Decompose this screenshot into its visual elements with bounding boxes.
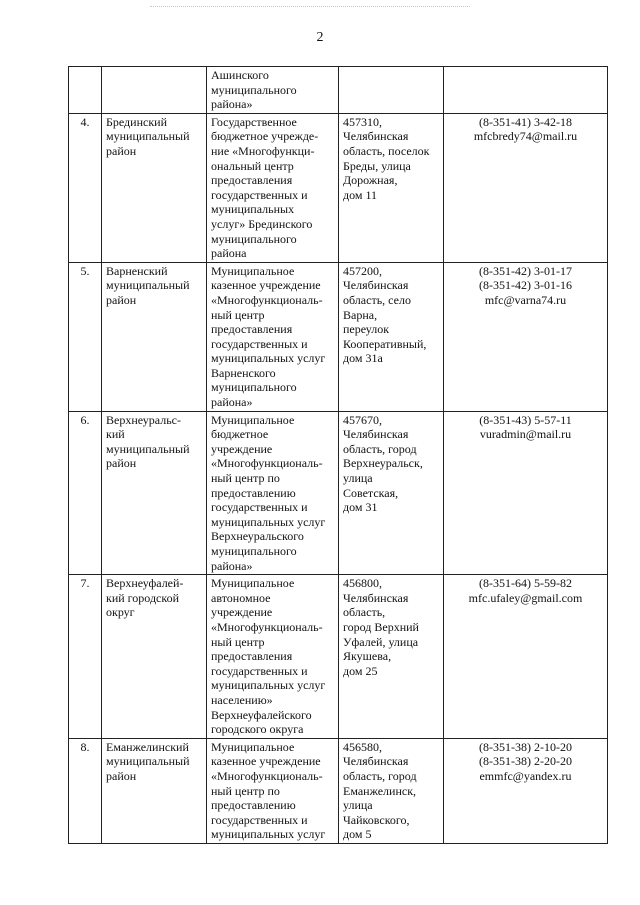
institution-name-line: ный центр по [211, 471, 280, 486]
institution-name-cell [207, 262, 339, 411]
address-line: область, город [343, 441, 417, 456]
institution-name-line: ональный центр [211, 158, 294, 173]
institution-name-line: бюджетное [211, 427, 269, 442]
institution-name-line: Муниципальное [211, 739, 295, 754]
institution-name-line: казенное учреждение [211, 754, 321, 769]
institution-name-line: муниципального [211, 380, 297, 395]
address-line: дом 5 [343, 827, 372, 842]
row-number-cell [69, 113, 102, 262]
institution-name-line: предоставления [211, 173, 293, 188]
address-line: Бреды, улица [343, 158, 411, 173]
address-line: Якушева, [343, 649, 392, 664]
address-line: дом 11 [343, 187, 378, 202]
contacts-line: (8-351-38) 2-10-20 [479, 739, 572, 754]
mfc-table [68, 66, 608, 844]
institution-name-line: района» [211, 97, 253, 112]
page-number: 2 [316, 30, 324, 45]
district-name-line: Варненский [106, 263, 168, 278]
table-row [69, 738, 608, 843]
district-name-line: кий [106, 427, 125, 442]
district-name-line: район [106, 292, 137, 307]
address-line: Уфалей, улица [343, 634, 419, 649]
institution-name-line: муниципального [211, 231, 297, 246]
contacts-cell [444, 262, 608, 411]
institution-name-line: «Многофункциональ- [211, 456, 323, 471]
contacts-line: vuradmin@mail.ru [479, 427, 572, 442]
institution-name-line: городского округа [211, 722, 304, 737]
table-row [69, 411, 608, 575]
institution-name-line: муниципального [211, 82, 297, 97]
row-number-cell [69, 738, 102, 843]
table-row [69, 113, 608, 262]
row-number-cell [69, 575, 102, 739]
address-line: Советская, [343, 485, 399, 500]
district-name-line: округ [106, 605, 135, 620]
address-line: Челябинская [343, 129, 409, 144]
row-number-cell [69, 262, 102, 411]
contacts-line: (8-351-64) 5-59-82 [479, 576, 572, 591]
institution-name-line: района» [211, 395, 253, 410]
institution-name-line: государственных и [211, 663, 308, 678]
contacts-line: (8-351-42) 3-01-17 [479, 263, 572, 278]
institution-name-line: государственных и [211, 500, 308, 515]
institution-name-line: Верхнеуральского [211, 529, 304, 544]
institution-name-line: Муниципальное [211, 263, 295, 278]
contacts-line: mfcbredy74@mail.ru [473, 129, 578, 144]
district-name-cell [102, 67, 207, 114]
institution-name-cell [207, 67, 339, 114]
district-name-line: Верхнеуральс- [106, 412, 181, 427]
address-line: 457670, [343, 412, 382, 427]
institution-name-line: муниципального [211, 544, 297, 558]
institution-name-cell [207, 575, 339, 739]
institution-name-line: предоставлению [211, 485, 296, 500]
institution-name-line: Муниципальное [211, 576, 295, 591]
contacts-line: (8-351-42) 3-01-16 [479, 278, 572, 293]
institution-name-line: «Многофункциональ- [211, 768, 323, 783]
address-cell [339, 113, 444, 262]
address-line: Чайковского, [343, 812, 410, 827]
institution-name-line: предоставлению [211, 798, 296, 813]
address-cell [339, 67, 444, 114]
institution-name-line: ный центр [211, 634, 265, 649]
district-name-line: район [106, 143, 137, 158]
contacts-line: mfc@varna74.ru [484, 292, 567, 307]
address-cell [339, 575, 444, 739]
institution-name-line: Муниципальное [211, 412, 295, 427]
district-name-line: муниципальный [106, 129, 190, 144]
address-line: Челябинская [343, 278, 409, 293]
address-line: область, город [343, 768, 417, 783]
address-line: область, поселок [343, 143, 430, 158]
address-line: 456580, [343, 739, 382, 754]
address-line: Челябинская [343, 590, 409, 605]
scan-header-artifact [150, 6, 470, 7]
address-line: Еманжелинск, [343, 783, 417, 798]
institution-name-line: муниципальных [211, 202, 295, 217]
address-line: дом 25 [343, 663, 378, 678]
institution-name-line: «Многофункциональ- [211, 292, 323, 307]
address-line: улица [343, 798, 373, 813]
address-line: 457310, [343, 114, 382, 129]
address-line: город Верхний [343, 619, 419, 634]
address-line: Челябинская [343, 754, 409, 769]
district-name-line: муниципальный [106, 278, 190, 293]
contacts-cell [444, 738, 608, 843]
district-name-line: кий городской [106, 590, 180, 605]
contacts-line: mfc.ufaley@gmail.com [468, 590, 583, 605]
institution-name-line: услуг» Брединского [211, 216, 313, 231]
institution-name-line: ние «Многофункци- [211, 143, 315, 158]
institution-name-line: учреждение [211, 605, 273, 620]
district-name-cell [102, 262, 207, 411]
row-number: 4. [80, 114, 90, 129]
address-line: переулок [343, 322, 390, 337]
institution-name-line: района [211, 246, 247, 261]
institution-name-cell [207, 113, 339, 262]
institution-name-line: муниципальных услуг [211, 827, 326, 842]
address-line: дом 31а [343, 351, 383, 366]
address-cell [339, 262, 444, 411]
district-name-cell [102, 738, 207, 843]
institution-name-line: автономное [211, 590, 271, 605]
address-cell [339, 738, 444, 843]
contacts-cell [444, 575, 608, 739]
contacts-line: (8-351-38) 2-20-20 [479, 754, 572, 769]
contacts-cell [444, 411, 608, 575]
address-line: область, [343, 605, 386, 620]
table-row [69, 575, 608, 739]
address-line: область, село [343, 292, 411, 307]
institution-name-line: предоставления [211, 649, 293, 664]
institution-name-line: муниципальных услуг [211, 678, 326, 693]
institution-name-line: бюджетное учрежде- [211, 129, 319, 144]
institution-name-line: ный центр по [211, 783, 280, 798]
institution-name-line: казенное учреждение [211, 278, 321, 293]
institution-name-line: предоставления [211, 322, 293, 337]
address-line: улица [343, 471, 373, 486]
address-line: Дорожная, [343, 173, 398, 188]
row-number-cell [69, 411, 102, 575]
institution-name-line: населению» [211, 692, 273, 707]
district-name-line: Еманжелинский [106, 739, 189, 754]
district-name-cell [102, 575, 207, 739]
address-line: 456800, [343, 576, 382, 591]
address-line: Варна, [343, 307, 378, 322]
institution-name-line: муниципальных услуг [211, 351, 326, 366]
institution-name-line: Ашинского [211, 68, 269, 82]
contacts-cell [444, 113, 608, 262]
district-name-line: район [106, 768, 137, 783]
address-line: Кооперативный, [343, 336, 427, 351]
institution-name-line: государственных и [211, 336, 308, 351]
row-number: 7. [80, 576, 90, 591]
contacts-line: (8-351-43) 5-57-11 [479, 412, 572, 427]
row-number: 5. [80, 263, 90, 278]
institution-name-line: ный центр [211, 307, 265, 322]
district-name-line: муниципальный [106, 754, 190, 769]
contacts-cell [444, 67, 608, 114]
district-name-line: Верхнеуфалей- [106, 576, 184, 591]
institution-name-line: государственных и [211, 187, 308, 202]
table-row [69, 67, 608, 114]
institution-name-line: Верхнеуфалейского [211, 707, 312, 722]
mfc-table-body [69, 67, 608, 844]
institution-name-cell [207, 411, 339, 575]
district-name-cell [102, 411, 207, 575]
address-line: Верхнеуральск, [343, 456, 423, 471]
district-name-line: Брединский [106, 114, 168, 129]
address-line: 457200, [343, 263, 382, 278]
district-name-cell [102, 113, 207, 262]
address-line: дом 31 [343, 500, 378, 515]
address-line: Челябинская [343, 427, 409, 442]
institution-name-line: учреждение [211, 441, 273, 456]
institution-name-line: муниципальных услуг [211, 514, 326, 529]
table-row [69, 262, 608, 411]
institution-name-cell [207, 738, 339, 843]
institution-name-line: «Многофункциональ- [211, 619, 323, 634]
address-cell [339, 411, 444, 575]
row-number: 6. [80, 412, 90, 427]
contacts-line: emmfc@yandex.ru [479, 768, 572, 783]
district-name-line: район [106, 456, 137, 471]
institution-name-line: района» [211, 558, 253, 573]
district-name-line: муниципальный [106, 441, 190, 456]
row-number: 8. [80, 739, 90, 754]
institution-name-line: Государственное [211, 114, 297, 129]
contacts-line: (8-351-41) 3-42-18 [479, 114, 572, 129]
institution-name-line: Варненского [211, 365, 276, 380]
institution-name-line: государственных и [211, 812, 308, 827]
row-number-cell [69, 67, 102, 114]
